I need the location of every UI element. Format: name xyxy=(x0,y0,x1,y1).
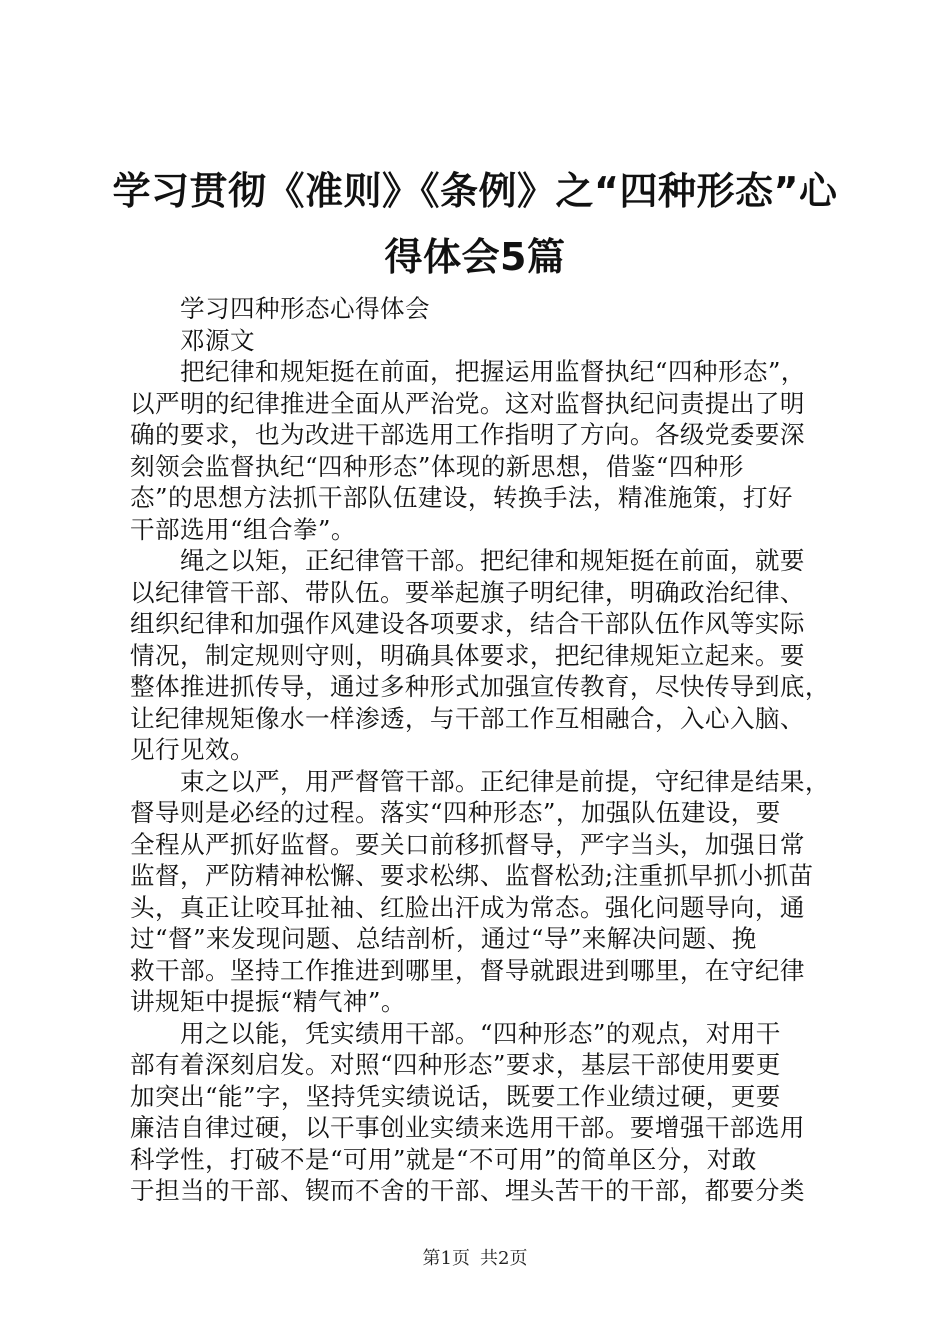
paragraph-line: 把纪律和规矩挺在前面，把握运用监督执纪“四种形态”， xyxy=(180,357,806,386)
paragraph-line: 干部选用“组合拳”。 xyxy=(130,514,356,544)
paragraph-line: 确的要求，也为改进干部选用工作指明了方向。各级党委要深 xyxy=(130,420,805,449)
page-footer xyxy=(0,1244,950,1270)
paragraph-line: 以纪律管干部、带队伍。要举起旗子明纪律，明确政治纪律、 xyxy=(130,577,805,607)
subtitle: 学习四种形态心得体会 xyxy=(180,294,430,323)
paragraph-line: 用之以能，凭实绩用干部。“四种形态”的观点，对用干 xyxy=(180,1018,781,1048)
paragraph-line: 监督，严防精神松懈、要求松绑、监督松劲;注重抓早抓小抓苗 xyxy=(130,861,814,890)
document-title xyxy=(110,158,840,290)
paragraph-line: 组织纪律和加强作风建设各项要求，结合干部队伍作风等实际 xyxy=(130,609,805,638)
paragraph-line: 刻领会监督执纪“四种形态”体现的新思想，借鉴“四种形 xyxy=(130,451,744,481)
paragraph-line: 情况，制定规则守则，明确具体要求，把纪律规矩立起来。要 xyxy=(130,640,805,670)
paragraph-line: 过“督”来发现问题、总结剖析，通过“导”来解决问题、挽 xyxy=(130,924,757,953)
paragraph-line: 督导则是必经的过程。落实“四种形态”，加强队伍建设，要 xyxy=(130,798,781,827)
paragraph-line: 头，真正让咬耳扯袖、红脸出汗成为常态。强化问题导向，通 xyxy=(130,892,805,922)
title-line-2: 得体会5篇 xyxy=(384,235,566,279)
paragraph-line: 部有着深刻启发。对照“四种形态”要求，基层干部使用要更 xyxy=(130,1050,781,1079)
title-line-1: 学习贯彻《准则》《条例》之“四种形态”心 xyxy=(112,169,838,213)
paragraph-line: 整体推进抓传导，通过多种形式加强宣传教育，尽快传导到底， xyxy=(130,672,830,701)
paragraph-line: 以严明的纪律推进全面从严治党。这对监督执纪问责提出了明 xyxy=(130,388,805,418)
paragraph-line: 救干部。坚持工作推进到哪里，督导就跟进到哪里，在守纪律 xyxy=(130,955,805,985)
page-number: 第1页 xyxy=(422,1248,470,1269)
page-total: 共2页 xyxy=(480,1248,528,1269)
paragraph-line: 加突出“能”字，坚持凭实绩说话，既要工作业绩过硬，更要 xyxy=(130,1081,781,1111)
paragraph-line: 讲规矩中提振“精气神”。 xyxy=(130,987,406,1016)
paragraph-line: 态”的思想方法抓干部队伍建设，转换手法，精准施策，打好 xyxy=(130,483,793,512)
paragraph-line: 束之以严，用严督管干部。正纪律是前提，守纪律是结果， xyxy=(180,766,830,796)
document-body xyxy=(130,293,840,1207)
paragraph-line: 廉洁自律过硬，以干事创业实绩来选用干部。要增强干部选用 xyxy=(130,1113,805,1142)
paragraph-line: 科学性，打破不是“可用”就是“不可用”的简单区分，对敢 xyxy=(130,1144,757,1174)
paragraph-line: 全程从严抓好监督。要关口前移抓督导，严字当头，加强日常 xyxy=(130,829,805,859)
paragraph-line: 于担当的干部、锲而不舍的干部、埋头苦干的干部，都要分类 xyxy=(130,1176,805,1205)
author: 邓源文 xyxy=(180,325,255,355)
paragraph-line: 让纪律规矩像水一样渗透，与干部工作互相融合，入心入脑、 xyxy=(130,703,805,733)
paragraph-line: 见行见效。 xyxy=(130,735,255,764)
paragraph-line: 绳之以矩，正纪律管干部。把纪律和规矩挺在前面，就要 xyxy=(180,546,805,575)
